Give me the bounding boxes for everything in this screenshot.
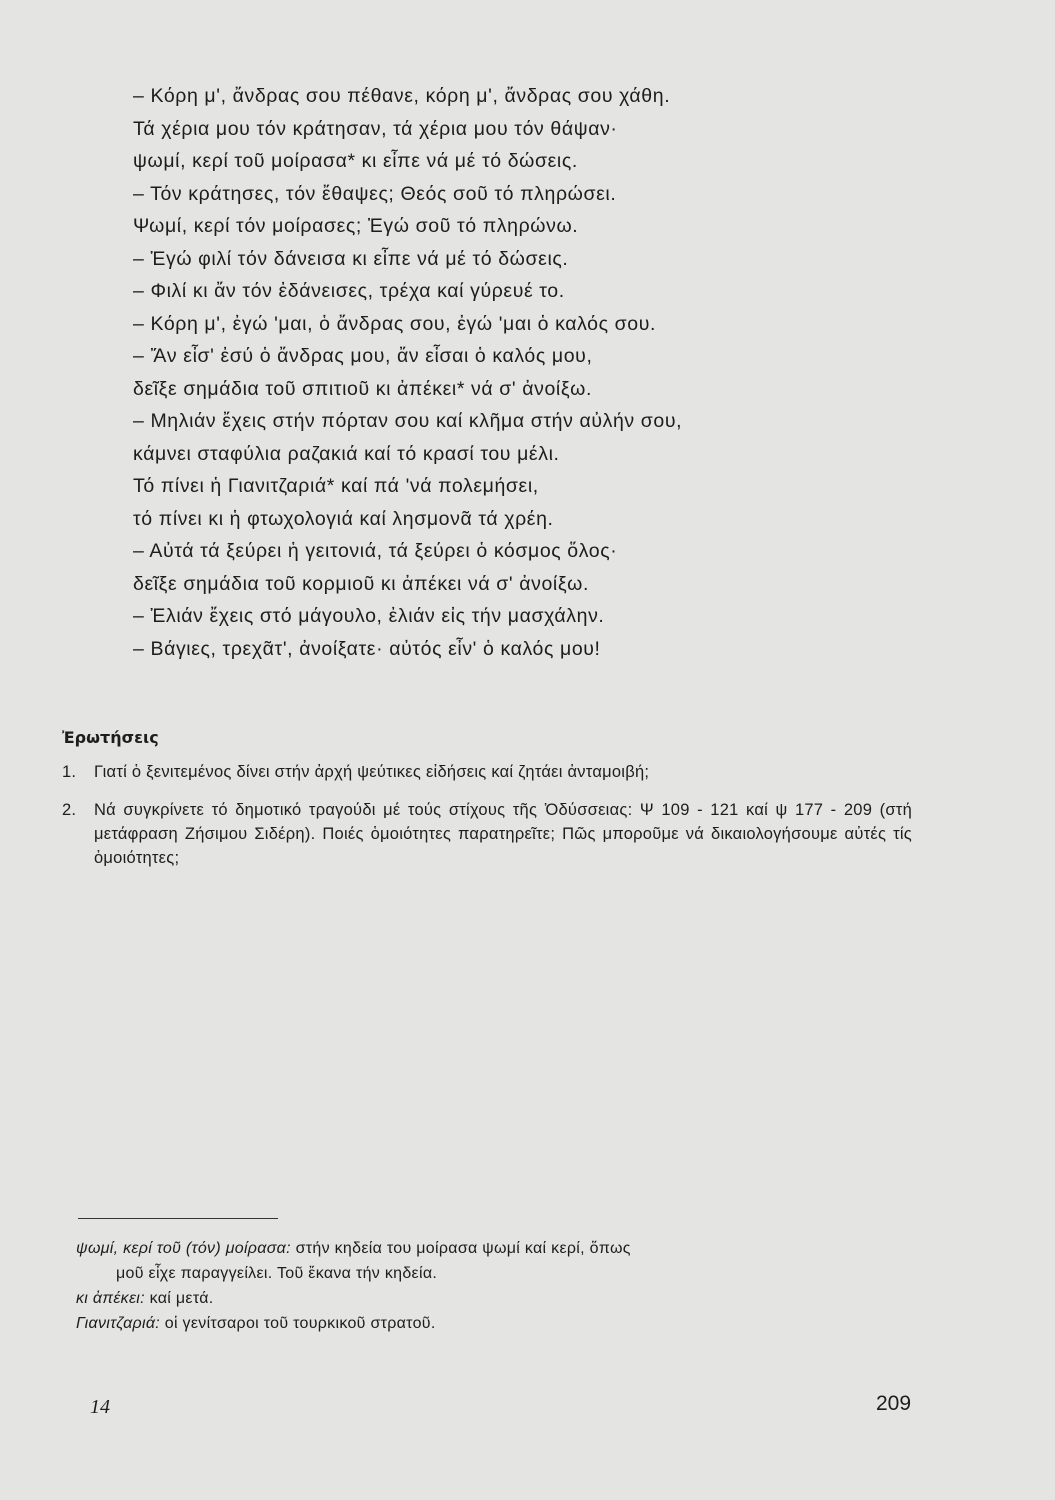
footnote-term: Γιανιτζαριά: <box>76 1315 160 1332</box>
footnote-definition: στήν κηδεία του μοίρασα ψωμί καί κερί, ὅπως <box>295 1240 631 1257</box>
question-text: Γιατί ὁ ξενιτεμένος δίνει στήν ἀρχή ψεύτικες εἰδήσεις καί ζητάει ἀνταμοιβή; <box>94 763 650 781</box>
poem-line: κάμνει σταφύλια ραζακιά καί τό κρασί του μέλι. <box>133 442 560 465</box>
footnote-term: κι ἀπέκει: <box>76 1290 145 1307</box>
footnote-continuation: μοῦ εἶχε παραγγείλει. Τοῦ ἔκανα τήν κηδεία. <box>116 1265 438 1282</box>
poem-line: δεῖξε σημάδια τοῦ σπιτιοῦ κι ἀπέκει* νά σ' ἀνοίξω. <box>133 377 593 400</box>
page-number-right: 209 <box>876 1392 912 1415</box>
poem-text <box>133 80 893 665</box>
poem-line: – Βάγιες, τρεχᾶτ', ἀνοίξατε· αὐτός εἶν' ὁ καλός μου! <box>133 637 601 660</box>
question-item <box>60 760 912 784</box>
poem-line: – Ἐλιάν ἔχεις στό μάγουλο, ἐλιάν εἰς τήν μασχάλην. <box>133 605 605 627</box>
poem-line: – Κόρη μ', ἄνδρας σου πέθανε, κόρη μ', ἄνδρας σου χάθη. <box>133 85 671 107</box>
question-number: 2. <box>62 801 77 819</box>
question-item <box>60 798 912 870</box>
footnote-definition: καί μετά. <box>149 1290 214 1307</box>
poem-line: ψωμί, κερί τοῦ μοίρασα* κι εἶπε νά μέ τό δώσεις. <box>133 150 578 172</box>
poem-line: δεῖξε σημάδια τοῦ κορμιοῦ κι ἀπέκει νά σ' ἀνοίξω. <box>133 572 589 595</box>
questions-list <box>60 760 912 884</box>
poem-line: – Τόν κράτησες, τόν ἔθαψες; Θεός σοῦ τό πληρώσει. <box>133 182 617 205</box>
footnote-term: ψωμί, κερί τοῦ (τόν) μοίρασα: <box>76 1240 291 1257</box>
footnote-item <box>76 1236 916 1286</box>
poem-line: – Ἄν εἶσ' ἐσύ ὁ ἄνδρας μου, ἄν εἶσαι ὁ καλός μου, <box>133 345 593 367</box>
questions-heading: Ἐρωτήσεις <box>62 728 159 747</box>
poem-line: – Μηλιάν ἔχεις στήν πόρταν σου καί κλῆμα στήν αὐλήν σου, <box>133 410 683 432</box>
poem-line: Τά χέρια μου τόν κράτησαν, τά χέρια μου τόν θάψαν· <box>133 117 618 140</box>
page-number-left: 14 <box>90 1396 110 1418</box>
poem-line: – Κόρη μ', ἐγώ 'μαι, ὁ ἄνδρας σου, ἐγώ 'μαι ὁ καλός σου. <box>133 312 657 335</box>
poem-line: – Φιλί κι ἄν τόν ἐδάνεισες, τρέχα καί γύρευέ το. <box>133 280 565 302</box>
footnote-definition: οἱ γενίτσαροι τοῦ τουρκικοῦ στρατοῦ. <box>164 1315 436 1332</box>
question-number: 1. <box>62 763 77 781</box>
poem-line: – Ἐγώ φιλί τόν δάνεισα κι εἶπε νά μέ τό δώσεις. <box>133 247 569 270</box>
poem-line: Ψωμί, κερί τόν μοίρασες; Ἐγώ σοῦ τό πληρώνω. <box>133 215 579 237</box>
question-text: Νά συγκρίνετε τό δημοτικό τραγούδι μέ τούς στίχους τῆς Ὀδύσσειας: Ψ 109 - 121 καί ψ 177 - 209 (στή μετάφραση Ζήσιμου Σιδέρη). Ποιές ὁμοιότητες παρατηρεῖτε; Πῶς μποροῦμε νά δικαιολογήσουμε αὐτές τίς ὁμοιότητες; <box>94 801 912 867</box>
poem-line: – Αὐτά τά ξεύρει ἡ γειτονιά, τά ξεύρει ὁ κόσμος ὅλος· <box>133 540 618 562</box>
poem-line: τό πίνει κι ἡ φτωχολογιά καί λησμονᾶ τά χρέη. <box>133 507 554 530</box>
footnote-divider <box>78 1218 278 1219</box>
footnote-item <box>76 1311 916 1336</box>
footnote-item <box>76 1286 916 1311</box>
footnotes <box>76 1236 916 1336</box>
poem-line: Τό πίνει ἡ Γιανιτζαριά* καί πά 'νά πολεμήσει, <box>133 475 539 497</box>
